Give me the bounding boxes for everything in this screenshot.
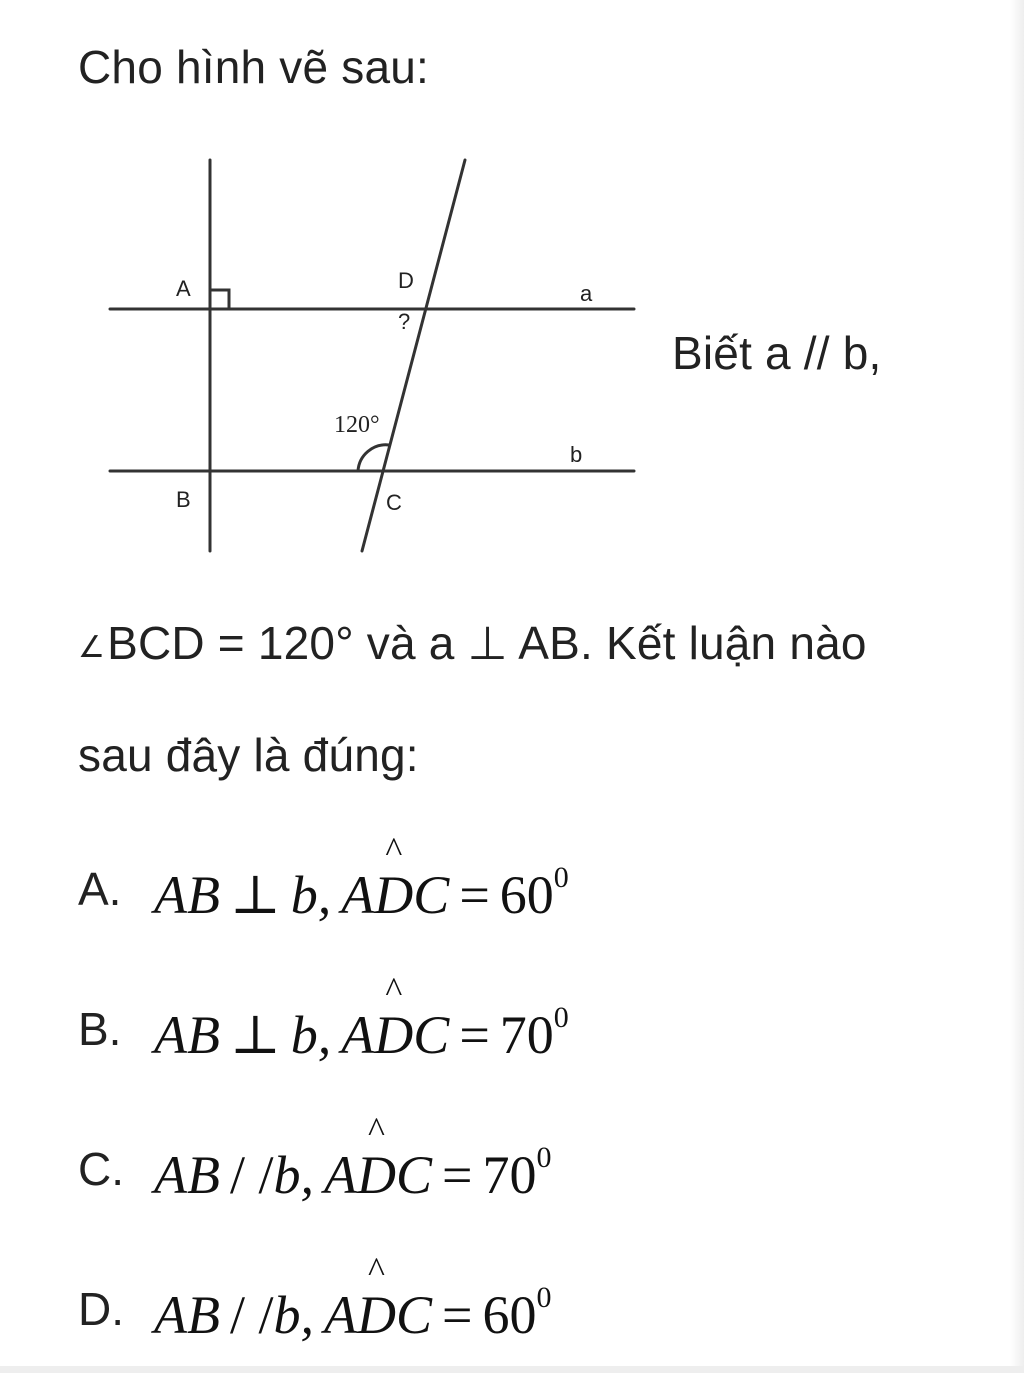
option-letter: C. (78, 1143, 124, 1195)
option-formula: AB ⊥ b, AD ^ $C = 70^0$ (154, 970, 569, 1065)
option-letter: B. (78, 1003, 122, 1055)
given-statement: Biết a // b, (672, 327, 882, 379)
condition-text: BCD = 120° và a ⊥ AB. Kết luận nào (107, 617, 867, 669)
hat-icon: ^ (385, 970, 403, 1010)
hat-icon: ^ (385, 830, 403, 870)
hat-icon: ^ (368, 1110, 385, 1150)
label-point-a: A (176, 276, 191, 301)
geometry-figure (0, 0, 1024, 600)
label-unknown-angle: ? (398, 309, 411, 334)
option-letter: A. (78, 863, 122, 915)
angle-symbol: ∠ (78, 631, 106, 664)
label-point-b: B (176, 487, 191, 512)
label-line-b: b (570, 442, 583, 467)
condition-line-1 (78, 617, 867, 669)
bottom-edge (0, 1366, 1024, 1373)
right-angle-mark (210, 290, 229, 309)
question-intro: Cho hình vẽ sau: (78, 41, 429, 93)
option-formula: AB / /b, AD ^ $C = 70^0$ (154, 1110, 552, 1205)
label-angle-120: 120° (334, 412, 380, 438)
option-letter: D. (78, 1283, 124, 1335)
label-point-c: C (386, 490, 402, 515)
transversal-dc (362, 160, 465, 551)
label-line-a: a (580, 281, 593, 306)
condition-line-2: sau đây là đúng: (78, 729, 419, 781)
label-point-d: D (398, 268, 414, 293)
option-formula: AB ⊥ b, AD ^ $C = 60^0$ (154, 830, 569, 925)
option-formula: AB / /b, AD ^ $C = 60^0$ (154, 1250, 552, 1345)
hat-icon: ^ (368, 1250, 385, 1290)
